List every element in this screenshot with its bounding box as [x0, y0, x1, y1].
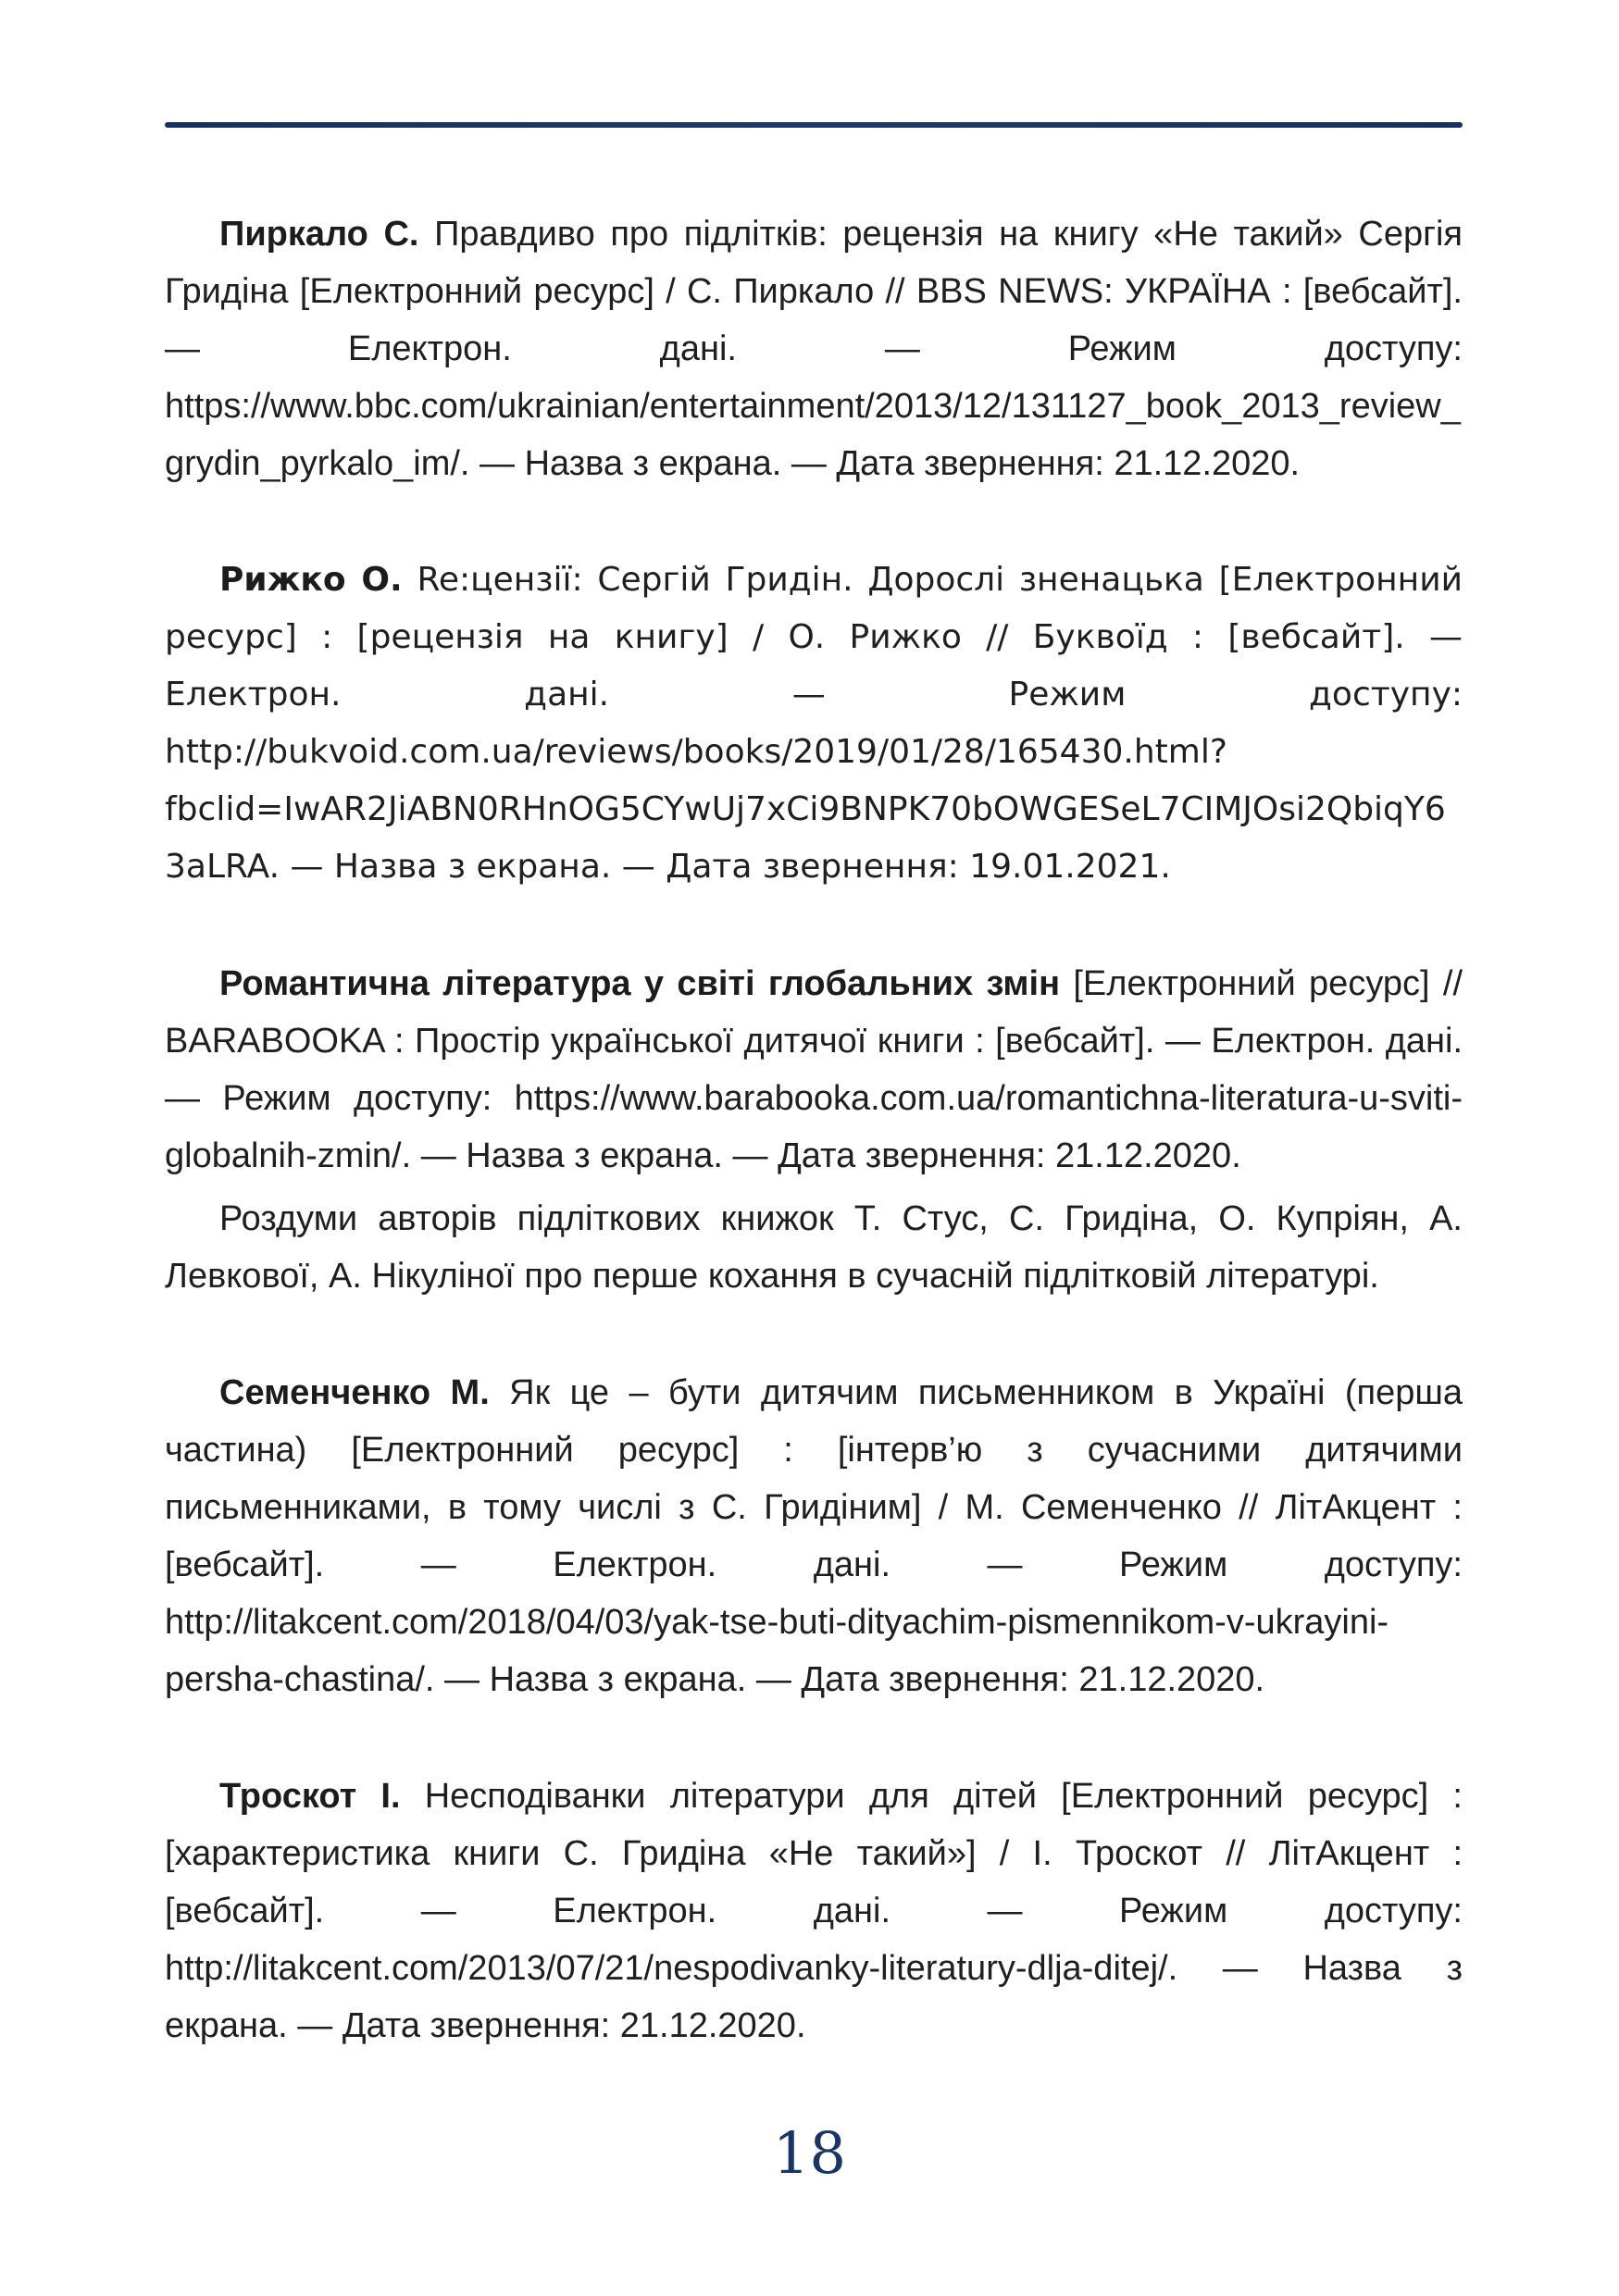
page-number: 18 — [773, 2119, 846, 2187]
entry-author: Семенченко М. — [219, 1373, 490, 1412]
entry-text: [Електронний ресурс] // BARABOOKA : Простір української дитячої книги : [вебсайт]. — Електрон. дані. — Режим доступу: https://www.barabooka.com.ua/romantichna-literatura-u-sviti-globalnih-zmin/. — Назва з екрана. — Дата звернення: 21.12.2020. — [165, 964, 1463, 1175]
entry-author: Троскот І. — [219, 1777, 401, 1816]
entry-text: Правдиво про підлітків: рецензія на книгу «Не такий» Сергія Гридіна [Електронний ресурс] / С. Пиркало // BBS NEWS: УКРАЇНА : [вебсайт]. — Електрон. дані. — Режим доступу: https://www.bbc.com/ukrainian/entertainment/2013/12/131127_book_2013_review_grydin_pyrkalo_im/. — Назва з екрана. — Дата звернення: 21.12.2020. — [165, 215, 1463, 483]
entry-text: Re:цензії: Сергій Гридін. Дорослі зненацька [Електронний ресурс] : [рецензія на книгу] / О. Рижко // Буквоїд : [вебсайт]. — Електрон. дані. — Режим доступу: http://bukvoid.com.ua/reviews/books/2019/01/28/165430.html?fbclid=IwAR2JiABN0RHnOG5CYwUj7xCi9BNPK70bOWGESeL7CIMJOsi2QbiqY63aLRA. — Назва з екрана. — Дата звернення: 19.01.2021. — [165, 561, 1463, 886]
bibliography-entry-pyrkalo — [165, 205, 1463, 492]
entry-text: Як це – бути дитячим письменником в Україні (перша частина) [Електронний ресурс] : [інтерв’ю з сучасними дитячими письменниками, в тому числі з С. Гридіним] / М. Семенченко // ЛітАкцент : [вебсайт]. — Електрон. дані. — Режим доступу: http://litakcent.com/2018/04/03/yak-tse-buti-dityachim-pismennikom-v-ukrayini-persha-chastina/. — Назва з екрана. — Дата звернення: 21.12.2020. — [165, 1373, 1463, 1699]
header-rule — [165, 122, 1463, 128]
bibliography-list — [165, 205, 1463, 2114]
bibliography-entry-semenchenko — [165, 1364, 1463, 1708]
entry-annotation: Роздуми авторів підліткових книжок Т. Стус, С. Гридіна, О. Купріян, А. Левкової, А. Нікуліної про перше кохання в сучасній підлітковій літературі. — [165, 1199, 1463, 1296]
bibliography-entry-troskot — [165, 1768, 1463, 2054]
bibliography-entry-ryzhko — [165, 552, 1463, 896]
entry-author: Пиркало С. — [219, 215, 419, 254]
bibliography-entry-romantic-literature — [165, 955, 1463, 1185]
entry-author: Рижко О. — [219, 561, 403, 599]
entry-title: Романтична література у світі глобальних змін — [219, 964, 1061, 1003]
entry-text: Несподіванки літератури для дітей [Електронний ресурс] : [характеристика книги С. Гридіна «Не такий»] / І. Троскот // ЛітАкцент : [вебсайт]. — Електрон. дані. — Режим доступу: http://litakcent.com/2013/07/21/nespodivanky-literatury-dlja-ditej/. — Назва з екрана. — Дата звернення: 21.12.2020. — [165, 1777, 1463, 2045]
